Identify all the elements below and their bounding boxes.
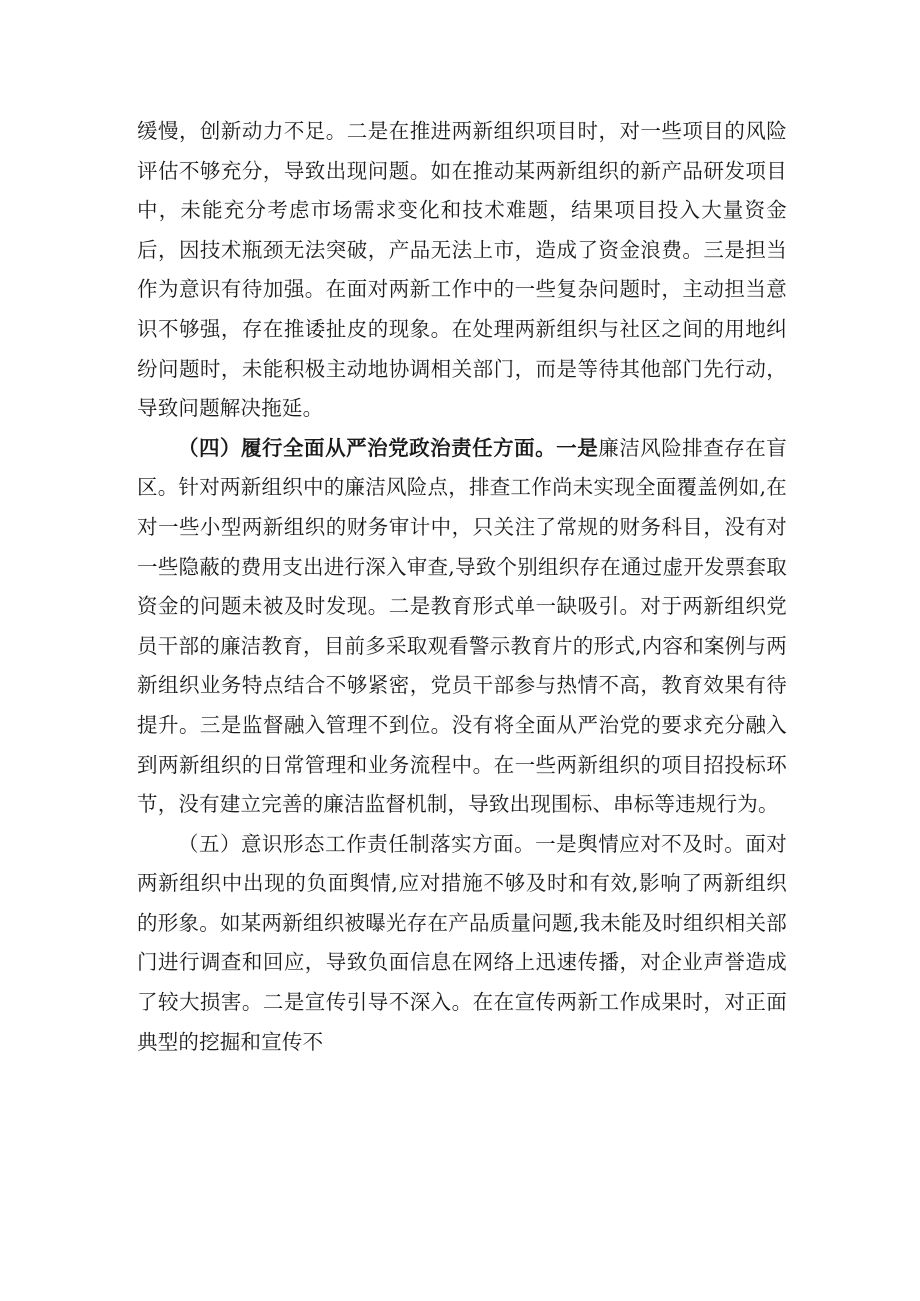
paragraph-text: 廉洁风险排查存在盲区。针对两新组织中的廉洁风险点，排查工作尚未实现全面覆盖例如,在对一些小型两新组织的财务审计中，只关注了常规的财务科目，没有对一些隐蔽的费用支出进行深入审查,导致个别组织存在通过虚开发票套取资金的问题未被及时发现。二是教育形式单一缺吸引。对于两新组织党员干部的廉洁教育，目前多采取观看警示教育片的形式,内容和案例与两新组织业务特点结合不够紧密，党员干部参与热情不高，教育效果有待提升。三是监督融入管理不到位。没有将全面从严治党的要求充分融入到两新组织的日常管理和业务流程中。在一些两新组织的项目招投标环节，没有建立完善的廉洁监督机制，导致出现围标、串标等违规行为。 (137, 435, 788, 817)
paragraph-text: 缓慢，创新动力不足。二是在推进两新组织项目时，对一些项目的风险评估不够充分，导致出现问题。如在推动某两新组织的新产品研发项目中，未能充分考虑市场需求变化和技术难题，结果项目投入大量资金后，因技术瓶颈无法突破，产品无法上市，造成了资金浪费。三是担当作为意识有待加强。在面对两新工作中的一些复杂问题时，主动担当意识不够强，存在推诿扯皮的现象。在处理两新组织与社区之间的用地纠纷问题时，未能积极主动地协调相关部门，而是等待其他部门先行动，导致问题解决拖延。 (137, 119, 787, 421)
section-four-heading: （四）履行全面从严治党政治责任方面。一是 (178, 435, 599, 460)
paragraph-section-four (137, 429, 787, 825)
paragraph-continuation (137, 112, 787, 429)
paragraph-section-five (137, 825, 787, 1063)
document-body (137, 112, 787, 1062)
paragraph-text: （五）意识形态工作责任制落实方面。一是舆情应对不及时。面对两新组织中出现的负面舆情,应对措施不够及时和有效,影响了两新组织的形象。如某两新组织被曝光存在产品质量问题,我未能及时组织相关部门进行调查和回应，导致负面信息在网络上迅速传播，对企业声誉造成了较大损害。二是宣传引导不深入。在在宣传两新工作成果时，对正面典型的挖掘和宣传不 (137, 831, 787, 1054)
